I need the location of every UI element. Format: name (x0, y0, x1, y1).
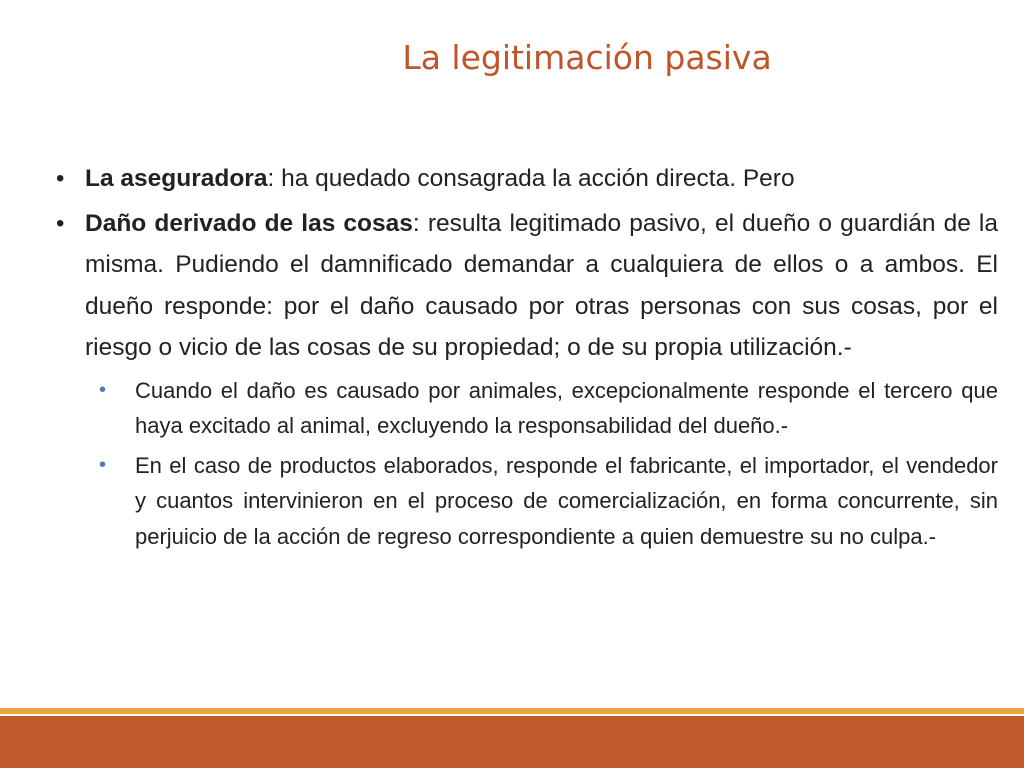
bullet-item-dano-cosas (50, 203, 998, 369)
bullet-text: : resulta legitimado pasivo, el dueño o guardián de la misma. Pudiendo el damnificado demandar a cualquiera de ellos o a ambos. El dueño responde: por el daño causado por otras personas con sus cosas, por el riesgo o vicio de las cosas de su propiedad; o de su propia utilización.- (85, 209, 998, 361)
footer-accent-line (0, 708, 1024, 714)
bullet-item-aseguradora (50, 158, 998, 200)
sub-bullet-dot-icon: • (99, 453, 107, 476)
bullet-term: La aseguradora (85, 165, 268, 192)
bullet-text: : ha quedado consagrada la acción directa. Pero (267, 165, 795, 192)
sub-bullet-item-animales (99, 373, 998, 444)
bullet-term: Daño derivado de las cosas (85, 209, 413, 237)
bullet-dot-icon: • (56, 209, 65, 237)
slide-title: La legitimación pasiva (402, 38, 772, 77)
sub-bullet-dot-icon: • (99, 378, 107, 401)
bullet-dot-icon: • (56, 165, 65, 192)
sub-bullet-item-productos (99, 448, 998, 555)
footer-band (0, 716, 1024, 768)
sub-bullet-text: En el caso de productos elaborados, responde el fabricante, el importador, el vendedor y cuantos intervinieron en el proceso de comercialización, en forma concurrente, sin perjuicio de la acción de regreso correspondiente a quien demuestre su no culpa.- (135, 452, 998, 549)
sub-bullet-text: Cuando el daño es causado por animales, excepcionalmente responde el tercero que haya excitado al animal, excluyendo la responsabilidad del dueño.- (135, 377, 998, 438)
slide-body (50, 158, 998, 558)
